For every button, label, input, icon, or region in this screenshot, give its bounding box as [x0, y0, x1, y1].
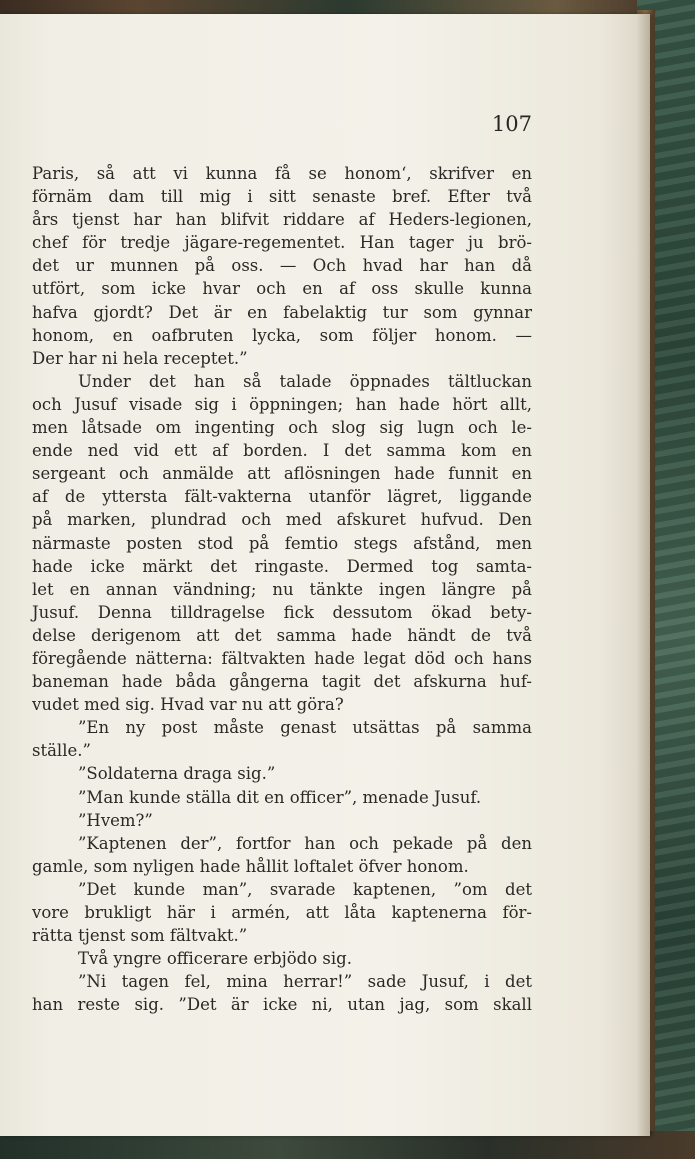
text-line: Jusuf. Denna tilldragelse fick dessutom ökad bety-: [32, 602, 532, 622]
text-line: förnäm dam till mig i sitt senaste bref. Efter två: [32, 187, 532, 207]
text-line: det ur munnen på oss. — Och hvad har han då: [32, 256, 532, 276]
text-line: närmaste posten stod på femtio stegs afstånd, men: [32, 533, 532, 553]
text-line: ende ned vid ett af borden. I det samma kom en: [32, 441, 532, 461]
text-line: han reste sig. ”Det är icke ni, utan jag, som skall: [32, 995, 532, 1015]
page-number: 107: [491, 112, 532, 136]
text-line: men låtsade om ingenting och slog sig lugn och le-: [32, 418, 532, 438]
page-body-text: [32, 162, 532, 1016]
text-line: hafva gjordt? Det är en fabelaktig tur som gynnar: [32, 302, 532, 322]
text-line: honom, en oafbruten lycka, som följer honom. —: [32, 325, 532, 345]
text-line: ”Hvem?”: [78, 810, 153, 830]
text-line: och Jusuf visade sig i öppningen; han hade hört allt,: [32, 394, 532, 414]
text-line: vudet med sig. Hvad var nu att göra?: [32, 695, 344, 715]
text-line: baneman hade båda gångerna tagit det afskurna huf-: [32, 672, 532, 692]
text-line: hade icke märkt det ringaste. Dermed tog samta-: [32, 556, 532, 576]
text-line: föregående nätterna: fältvakten hade legat död och hans: [32, 648, 532, 668]
text-line: chef för tredje jägare-regementet. Han tager ju brö-: [32, 233, 532, 253]
text-line: let en annan vändning; nu tänkte ingen längre på: [32, 579, 532, 599]
text-line: ”Det kunde man”, svarade kaptenen, ”om det: [78, 879, 532, 899]
text-line: utfört, som icke hvar och en af oss skulle kunna: [32, 279, 532, 299]
text-line: ”Man kunde ställa dit en officer”, menade Jusuf.: [78, 787, 482, 807]
text-line: af de yttersta fält-vakterna utanför lägret, liggande: [32, 487, 532, 507]
text-line: sergeant och anmälde att aflösningen hade funnit en: [32, 464, 532, 484]
text-line: ”Ni tagen fel, mina herrar!” sade Jusuf, i det: [78, 972, 532, 992]
text-line: vore brukligt här i armén, att låta kaptenerna för-: [32, 903, 532, 922]
text-line: Två yngre officerare erbjödo sig.: [78, 949, 352, 969]
text-line: rätta tjenst som fältvakt.”: [32, 926, 248, 946]
text-line: Paris, så att vi kunna få se honom‘, skrifver en: [32, 164, 532, 183]
text-line: års tjenst har han blifvit riddare af Heders-legionen,: [32, 210, 532, 230]
book-page: [0, 14, 650, 1136]
page-gutter-shadow: [636, 14, 650, 1136]
text-line: ”En ny post måste genast utsättas på samma: [78, 718, 532, 738]
text-line: ”Kaptenen der”, fortfor han och pekade på den: [78, 833, 532, 853]
text-line: Der har ni hela receptet.”: [32, 348, 248, 368]
text-line: delse derigenom att det samma hade händt de två: [32, 625, 532, 645]
text-line: Under det han så talade öppnades tältluckan: [78, 371, 532, 391]
text-line: ”Soldaterna draga sig.”: [78, 764, 276, 784]
text-line: ställe.”: [32, 741, 91, 761]
text-line: gamle, som nyligen hade hållit loftalet öfver honom.: [32, 856, 469, 876]
text-line: på marken, plundrad och med afskuret hufvud. Den: [32, 510, 532, 530]
